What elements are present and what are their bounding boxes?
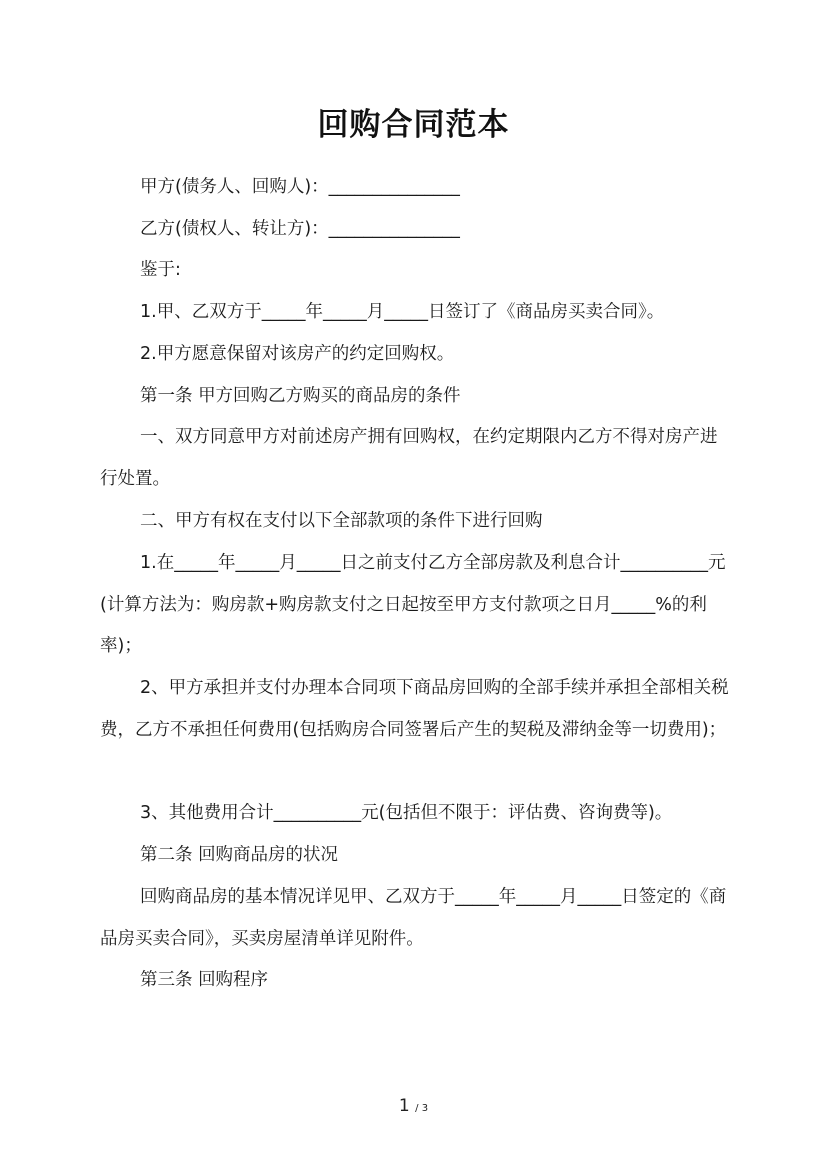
article-2-heading: 第二条 回购商品房的状况	[140, 845, 339, 865]
whereas-item-2: 2.甲方愿意保留对该房产的约定回购权。	[140, 344, 455, 364]
article-3-heading: 第三条 回购程序	[140, 970, 269, 990]
article-1-item-2: 2、甲方承担并支付办理本合同项下商品房回购的全部手续并承担全部相关税费，乙方不承担任何费用(包括购房合同签署后产生的契税及滞纳金等一切费用)；	[100, 678, 729, 740]
whereas-item-1: 1.甲、乙双方于_____年_____月_____日签订了《商品房买卖合同》。	[140, 302, 665, 322]
article-1-heading: 第一条 甲方回购乙方购买的商品房的条件	[140, 386, 461, 406]
page-number	[0, 1094, 827, 1121]
article-1-item-1: 1.在_____年_____月_____日之前支付乙方全部房款及利息合计__________元(计算方法为：购房款+购房款支付之日起按至甲方支付款项之日月_____%的利率)；	[100, 553, 726, 657]
whereas-heading: 鉴于:	[140, 260, 181, 280]
document-title: 回购合同范本	[317, 107, 510, 143]
party-b-line: 乙方(债权人、转让方)：_______________	[140, 219, 460, 239]
party-a-line: 甲方(债务人、回购人)：_______________	[140, 177, 460, 197]
article-1-item-3: 3、其他费用合计__________元(包括但不限于：评估费、咨询费等)。	[140, 803, 673, 823]
page-current: 1	[398, 1096, 410, 1116]
article-1-clause-2: 二、甲方有权在支付以下全部款项的条件下进行回购	[140, 511, 543, 531]
page-total: / 3	[415, 1103, 429, 1114]
article-2-body: 回购商品房的基本情况详见甲、乙双方于_____年_____月_____日签定的《商品房买卖合同》，买卖房屋清单详见附件。	[100, 887, 727, 949]
article-1-clause-1: 一、双方同意甲方对前述房产拥有回购权，在约定期限内乙方不得对房产进行处置。	[100, 427, 718, 489]
